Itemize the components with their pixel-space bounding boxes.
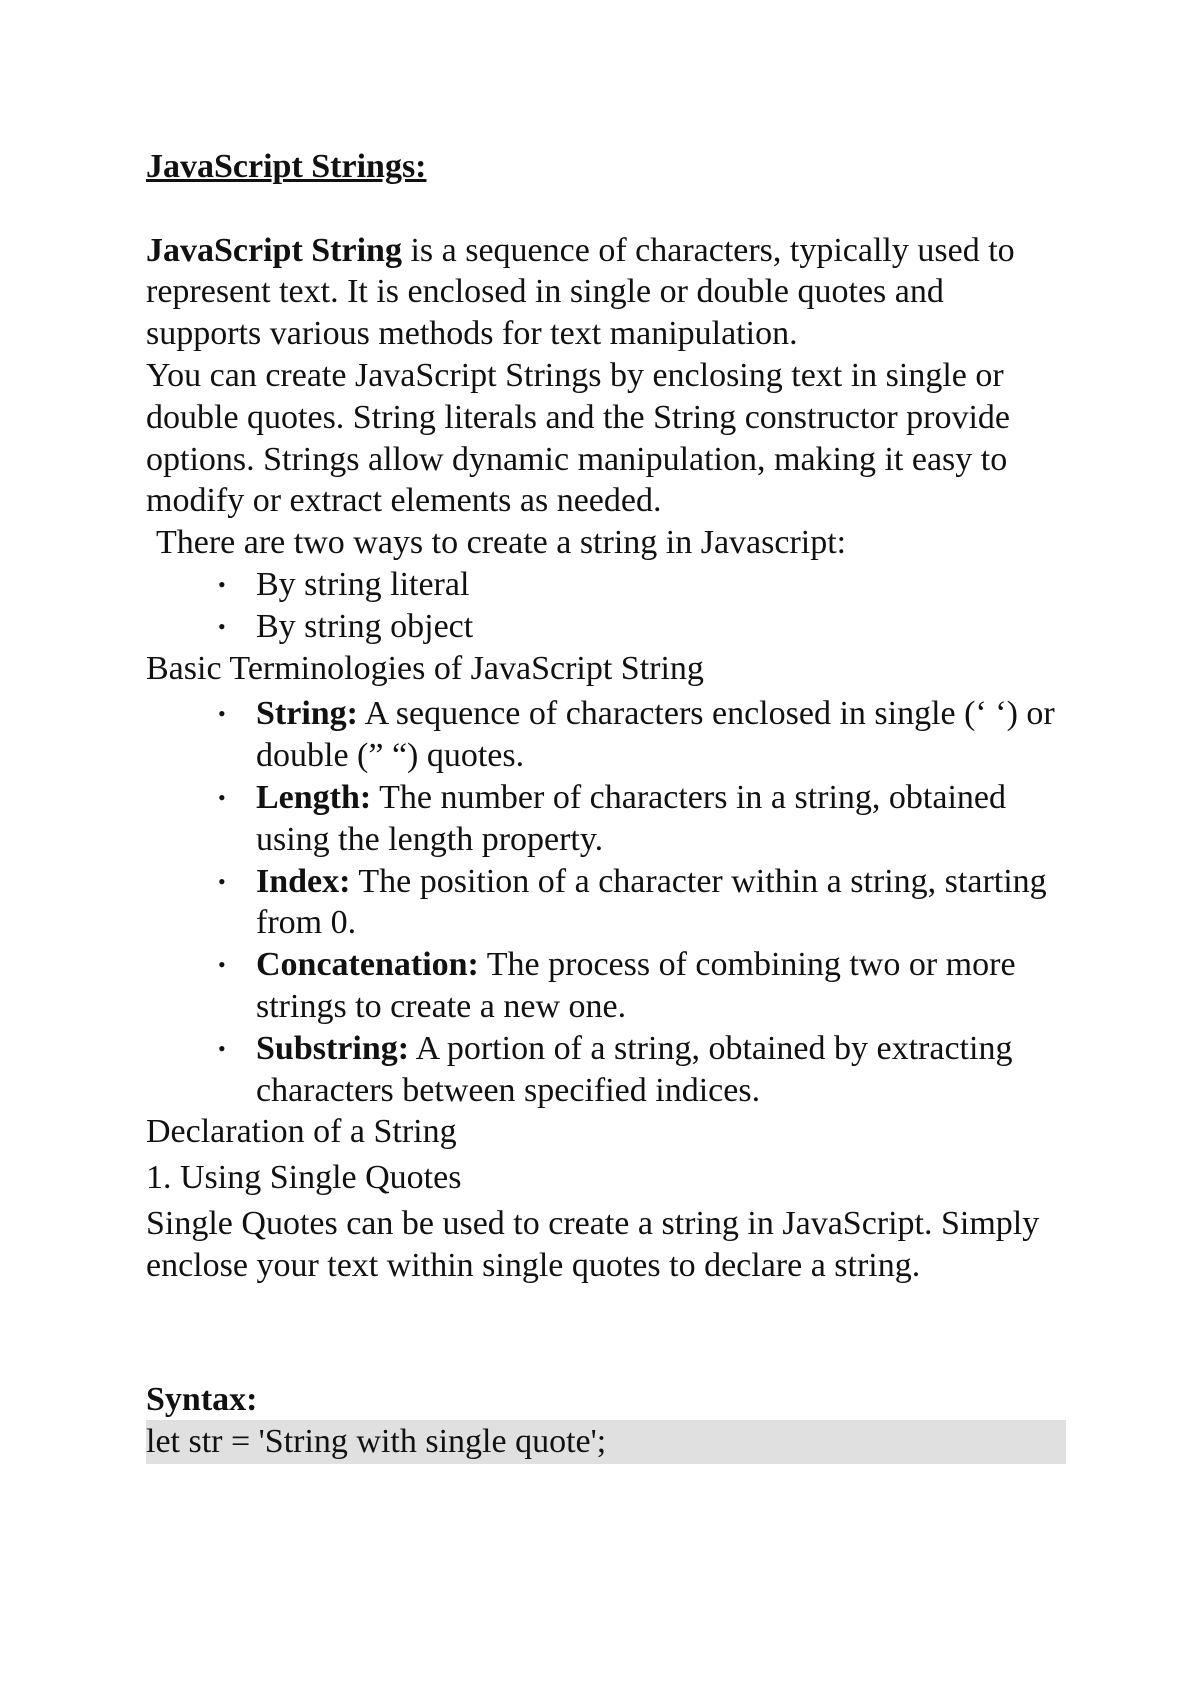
bullet-icon: • [218,784,226,810]
intro-paragraph [146,230,1066,355]
declaration-heading: Declaration of a String [146,1113,457,1151]
list-item [146,777,1066,861]
term-label: Length: [256,778,372,816]
single-quotes-heading: 1. Using Single Quotes [146,1159,462,1197]
term-label: Index: [256,862,351,900]
list-item-text: By string literal [256,565,470,603]
spacer [146,1287,1066,1379]
ways-heading: There are two ways to create a string in Javascript: [156,524,847,562]
code-block: let str = 'String with single quote'; [146,1420,1066,1464]
term-description: The number of characters in a string, obtained using the length property. [256,778,1006,858]
document-page [146,146,1066,1464]
single-quotes-paragraph: Single Quotes can be used to create a string in JavaScript. Simply enclose your text within single quotes to declare a string. [146,1204,1040,1284]
list-item [146,944,1066,1028]
term-label: Concatenation: [256,946,479,984]
list-item [146,861,1066,945]
ways-list [146,564,1066,648]
term-description: The process of combining two or more strings to create a new one. [256,946,1016,1025]
list-item [146,1028,1066,1112]
bullet-icon: • [218,952,226,978]
bullet-icon: • [218,571,226,597]
intro-text: is a sequence of characters, typically used to represent text. It is enclosed in single or double quotes and supports various methods for text manipulation. [146,231,1015,353]
syntax-label: Syntax: [146,1380,258,1418]
spacer [146,188,1066,230]
list-item [146,693,1066,777]
bullet-icon: • [218,868,226,894]
term-description: A sequence of characters enclosed in single (‘ ‘) or double (” “) quotes. [256,695,1055,775]
bullet-icon: • [218,1035,226,1061]
intro-bold-lead: JavaScript String [146,231,402,269]
term-label: String: [256,695,358,733]
term-description: The position of a character within a string, starting from 0. [256,862,1047,942]
bullet-icon: • [218,613,226,639]
bullet-icon: • [218,701,226,727]
term-description: A portion of a string, obtained by extracting characters between specified indices. [256,1029,1013,1109]
page-title: JavaScript Strings: [146,148,427,185]
paragraph-2: You can create JavaScript Strings by enclosing text in single or double quotes. String literals and the String constructor provide options. Strings allow dynamic manipulation, making it easy to modify or extract elements as needed. [146,356,1011,520]
term-label: Substring: [256,1029,410,1067]
terms-list [146,693,1066,1111]
terminology-heading: Basic Terminologies of JavaScript String [146,649,704,687]
list-item [146,564,1066,606]
list-item [146,606,1066,648]
list-item-text: By string object [256,607,474,645]
